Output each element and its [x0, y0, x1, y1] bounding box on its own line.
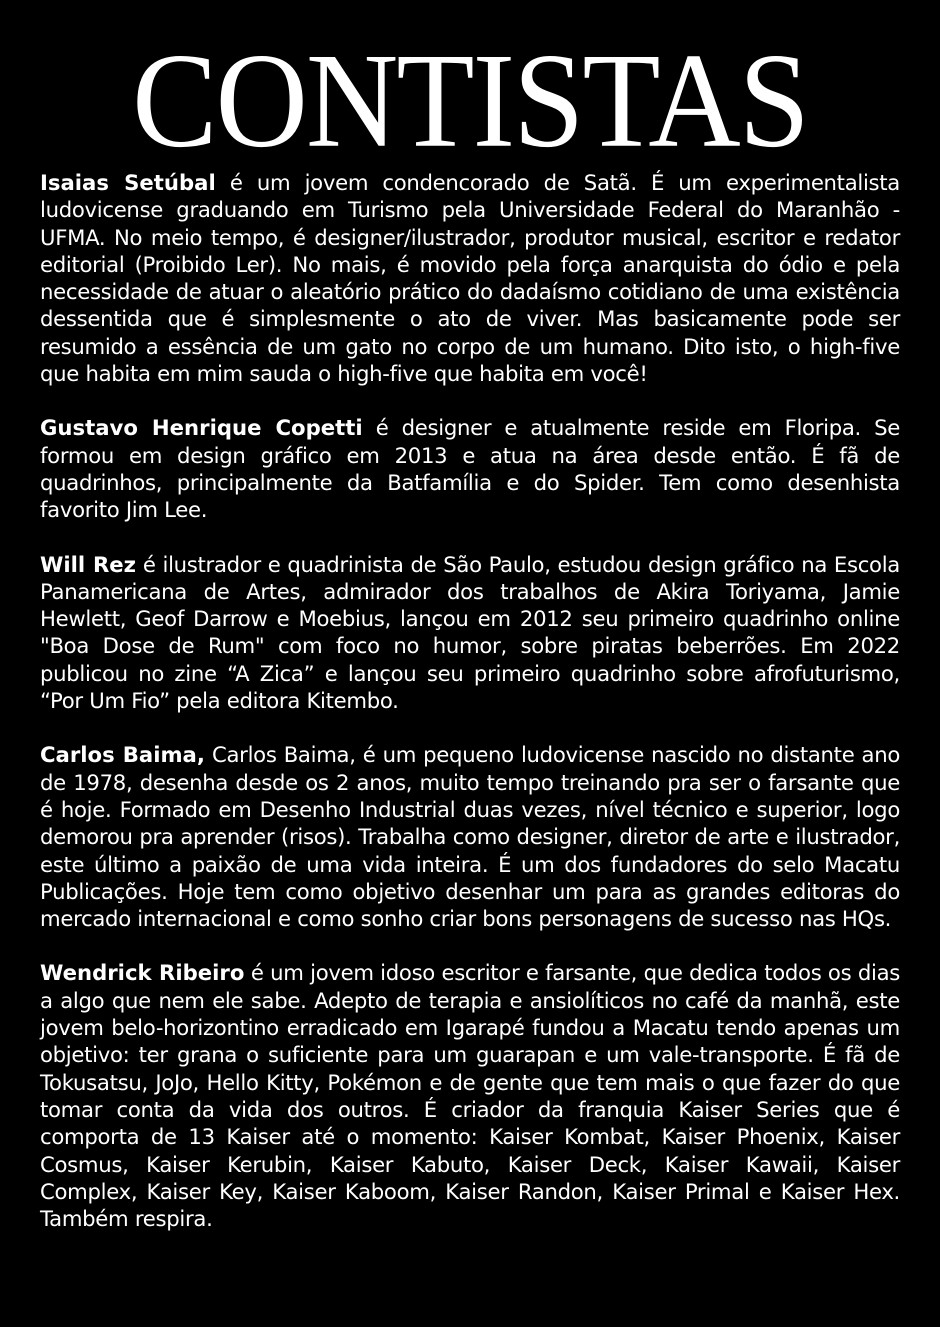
- bio-will-rez: [40, 551, 900, 715]
- bio-name: Carlos Baima,: [40, 742, 205, 768]
- bio-wendrick-ribeiro: [40, 959, 900, 1232]
- bio-name: Will Rez: [40, 551, 136, 577]
- bio-text: é designer e atualmente reside em Floripa. Se formou em design gráfico em 2013 e atua na área desde então. É fã de quadrinhos, principalmente da Batfamília e do Spider. Tem como desenhista favorito Jim Lee.: [40, 415, 900, 523]
- page-title: CONTISTAS: [132, 24, 808, 176]
- bio-isaias-setubal: [40, 169, 900, 387]
- bio-text: é um jovem condencorado de Satã. É um experimentalista ludovicense graduando em Turismo pela Universidade Federal do Maranhão - UFMA. No meio tempo, é designer/ilustrador, produtor musical, escritor e redator editorial (Proibido Ler). No mais, é movido pela força anarquista do ódio e pela necessidade de atuar o aleatório prático do dadaísmo cotidiano de uma existência dessentida que é simplesmente o ato de viver. Mas basicamente pode ser resumido a essência de um gato no corpo de um humano. Dito isto, o high-five que habita em mim sauda o high-five que habita em você!: [40, 170, 900, 387]
- bio-name: Wendrick Ribeiro: [40, 960, 245, 986]
- bio-text: é ilustrador e quadrinista de São Paulo, estudou design gráfico na Escola Panamericana de Artes, admirador dos trabalhos de Akira Toriyama, Jamie Hewlett, Geof Darrow e Moebius, lançou em 2012 seu primeiro quadrinho online "Boa Dose de Rum" com foco no humor, sobre piratas beberrões. Em 2022 publicou no zine “A Zica” e lançou seu primeiro quadrinho sobre afrofuturismo, “Por Um Fio” pela editora Kitembo.: [40, 551, 900, 714]
- bio-text: Carlos Baima, é um pequeno ludovicense nascido no distante ano de 1978, desenha desde os 2 anos, muito tempo treinando pra ser o farsante que é hoje. Formado em Desenho Industrial duas vezes, nível técnico e superior, logo demorou pra aprender (risos). Trabalha como designer, diretor de arte e ilustrador, este último a paixão de uma vida inteira. É um dos fundadores do selo Macatu Publicações. Hoje tem como objetivo desenhar um para as grandes editoras do mercado internacional e como sonho criar bons personagens de sucesso nas HQs.: [40, 742, 901, 932]
- bio-carlos-baima: [40, 741, 900, 932]
- bio-name: Gustavo Henrique Copetti: [40, 415, 363, 441]
- bio-text: é um jovem idoso escritor e farsante, que dedica todos os dias a algo que nem ele sabe. Adepto de terapia e ansiolíticos no café da manhã, este jovem belo-horizontino erradicado em Igarapé fundou a Macatu tendo apenas um objetivo: ter grana o suficiente para um guarapan e um vale-transporte. É fã de Tokusatsu, JoJo, Hello Kitty, Pokémon e de gente que tem mais o que fazer do que tomar conta da vida dos outros. É criador da franquia Kaiser Series que é comporta de 13 Kaiser até o momento: Kaiser Kombat, Kaiser Phoenix, Kaiser Cosmus, Kaiser Kerubin, Kaiser Kabuto, Kaiser Deck, Kaiser Kawaii, Kaiser Complex, Kaiser Key, Kaiser Kaboom, Kaiser Randon, Kaiser Primal e Kaiser Hex. Também respira.: [40, 960, 900, 1232]
- bio-name: Isaias Setúbal: [40, 170, 216, 195]
- bios-list: [40, 169, 900, 1259]
- bio-gustavo-henrique-copetti: [40, 414, 900, 523]
